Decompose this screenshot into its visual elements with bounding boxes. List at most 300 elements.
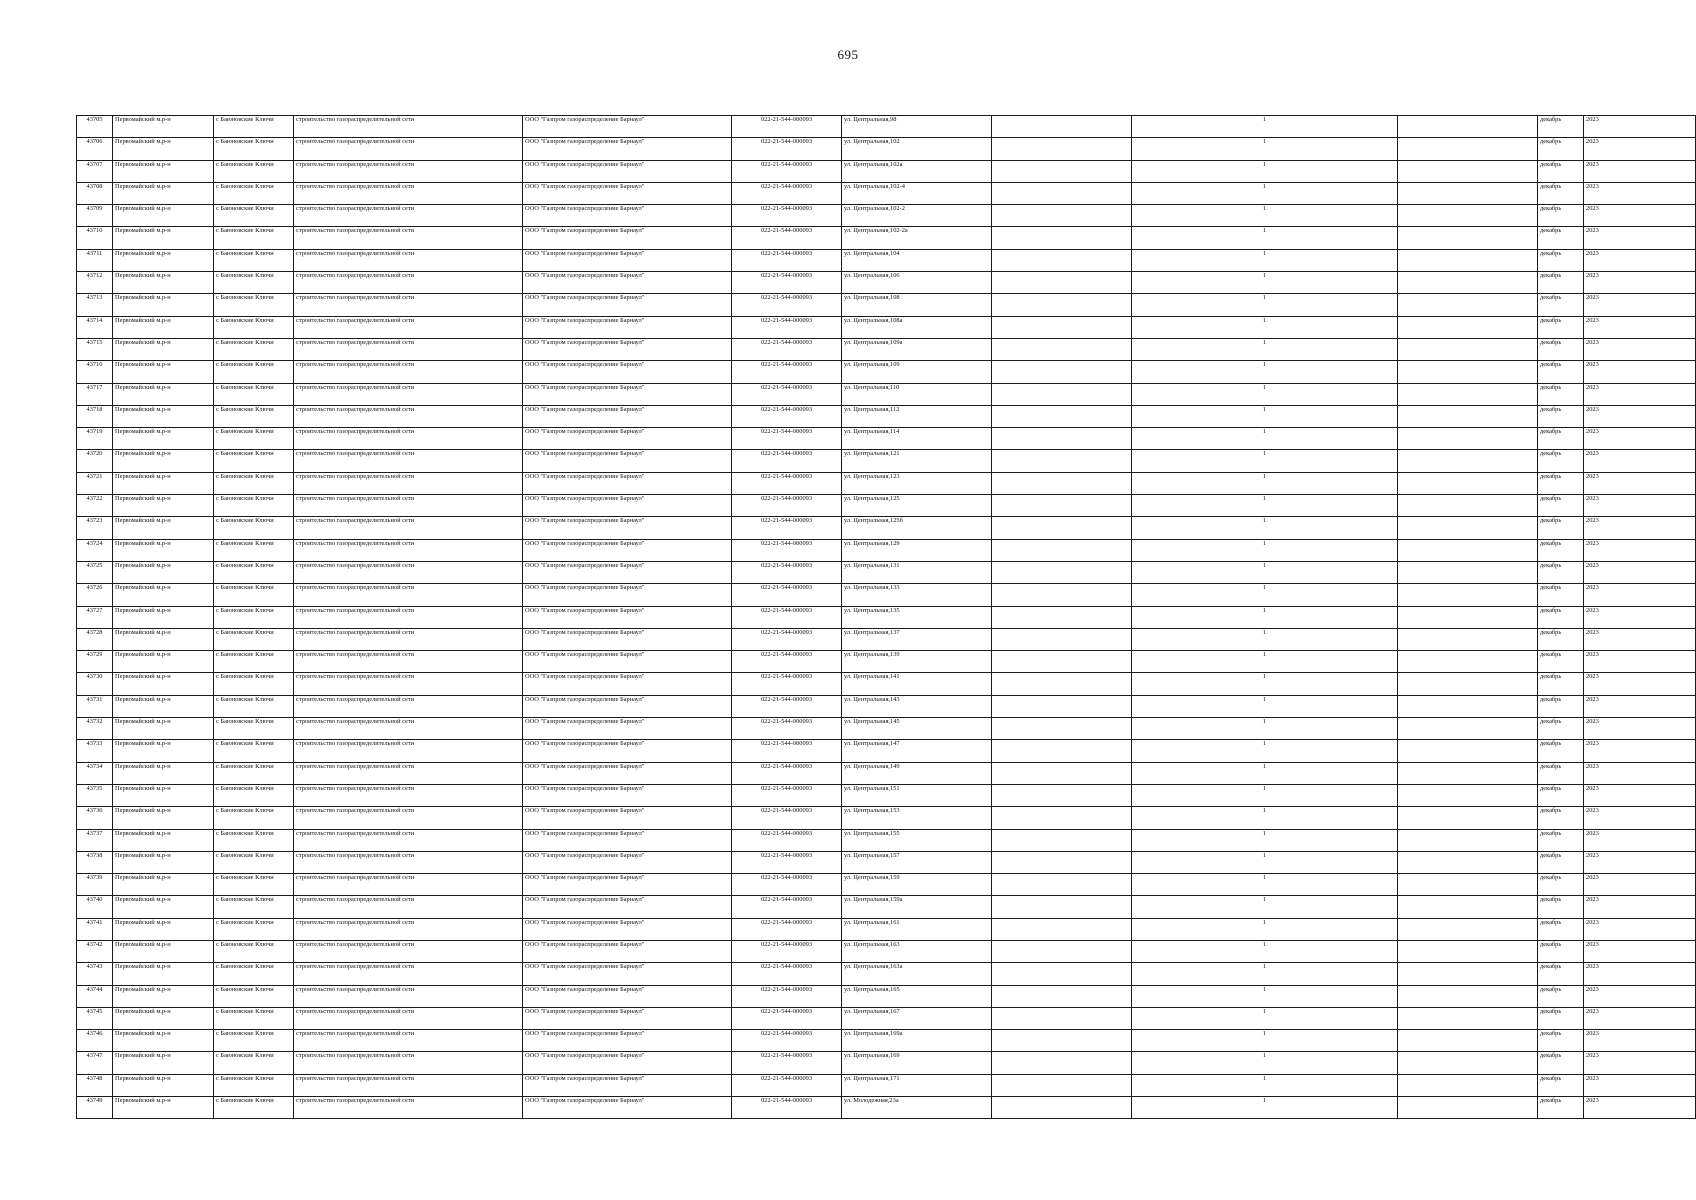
address-cell: ул. Центральная,102-4 <box>842 182 992 204</box>
work-type-cell: строительство газораспределительной сети <box>294 539 523 561</box>
empty-cell <box>1398 116 1538 138</box>
registry-code-cell: 022-21-544-000093 <box>732 695 842 717</box>
address-cell: ул. Центральная,143 <box>842 695 992 717</box>
work-type-cell: строительство газораспределительной сети <box>294 606 523 628</box>
empty-cell <box>1398 829 1538 851</box>
row-id-cell: 43721 <box>77 472 113 494</box>
organization-cell: ООО "Газпром газораспределение Барнаул" <box>523 116 732 138</box>
row-id-cell: 43713 <box>77 294 113 316</box>
quantity-cell: 1 <box>1132 940 1398 962</box>
registry-code-cell: 022-21-544-000093 <box>732 472 842 494</box>
address-cell: ул. Центральная,163а <box>842 963 992 985</box>
row-id-cell: 43748 <box>77 1074 113 1096</box>
district-cell: Первомайский м.р-н <box>113 918 214 940</box>
empty-cell <box>992 1030 1132 1052</box>
year-cell: 2023 <box>1584 874 1696 896</box>
organization-cell: ООО "Газпром газораспределение Барнаул" <box>523 606 732 628</box>
year-cell: 2023 <box>1584 918 1696 940</box>
address-cell: ул. Центральная,163 <box>842 940 992 962</box>
empty-cell <box>992 316 1132 338</box>
work-type-cell: строительство газораспределительной сети <box>294 673 523 695</box>
row-id-cell: 43711 <box>77 249 113 271</box>
work-type-cell: строительство газораспределительной сети <box>294 896 523 918</box>
row-id-cell: 43746 <box>77 1030 113 1052</box>
table-row <box>77 495 1696 517</box>
registry-code-cell: 022-21-544-000093 <box>732 740 842 762</box>
year-cell: 2023 <box>1584 227 1696 249</box>
empty-cell <box>992 651 1132 673</box>
year-cell: 2023 <box>1584 517 1696 539</box>
quantity-cell: 1 <box>1132 1030 1398 1052</box>
row-id-cell: 43729 <box>77 651 113 673</box>
row-id-cell: 43737 <box>77 829 113 851</box>
registry-code-cell: 022-21-544-000093 <box>732 1052 842 1074</box>
locality-cell: с Баюновские Ключи <box>214 361 294 383</box>
empty-cell <box>992 918 1132 940</box>
quantity-cell: 1 <box>1132 249 1398 271</box>
table-row <box>77 1030 1696 1052</box>
month-cell: декабрь <box>1538 695 1584 717</box>
locality-cell: с Баюновские Ключи <box>214 160 294 182</box>
year-cell: 2023 <box>1584 182 1696 204</box>
row-id-cell: 43740 <box>77 896 113 918</box>
quantity-cell: 1 <box>1132 584 1398 606</box>
quantity-cell: 1 <box>1132 1074 1398 1096</box>
empty-cell <box>992 740 1132 762</box>
organization-cell: ООО "Газпром газораспределение Барнаул" <box>523 1007 732 1029</box>
empty-cell <box>992 138 1132 160</box>
table-row <box>77 249 1696 271</box>
year-cell: 2023 <box>1584 1007 1696 1029</box>
empty-cell <box>1398 561 1538 583</box>
table-row <box>77 1007 1696 1029</box>
empty-cell <box>992 561 1132 583</box>
table-row <box>77 963 1696 985</box>
row-id-cell: 43745 <box>77 1007 113 1029</box>
table-row <box>77 695 1696 717</box>
quantity-cell: 1 <box>1132 807 1398 829</box>
month-cell: декабрь <box>1538 227 1584 249</box>
registry-code-cell: 022-21-544-000093 <box>732 673 842 695</box>
year-cell: 2023 <box>1584 383 1696 405</box>
registry-code-cell: 022-21-544-000093 <box>732 584 842 606</box>
address-cell: ул. Центральная,114 <box>842 428 992 450</box>
district-cell: Первомайский м.р-н <box>113 584 214 606</box>
district-cell: Первомайский м.р-н <box>113 361 214 383</box>
registry-code-cell: 022-21-544-000093 <box>732 807 842 829</box>
table-row <box>77 874 1696 896</box>
registry-code-cell: 022-21-544-000093 <box>732 227 842 249</box>
organization-cell: ООО "Газпром газораспределение Барнаул" <box>523 182 732 204</box>
registry-code-cell: 022-21-544-000093 <box>732 405 842 427</box>
quantity-cell: 1 <box>1132 918 1398 940</box>
registry-table <box>76 115 1696 1119</box>
locality-cell: с Баюновские Ключи <box>214 138 294 160</box>
quantity-cell: 1 <box>1132 784 1398 806</box>
row-id-cell: 43731 <box>77 695 113 717</box>
year-cell: 2023 <box>1584 361 1696 383</box>
row-id-cell: 43735 <box>77 784 113 806</box>
month-cell: декабрь <box>1538 874 1584 896</box>
district-cell: Первомайский м.р-н <box>113 472 214 494</box>
empty-cell <box>1398 1097 1538 1119</box>
locality-cell: с Баюновские Ключи <box>214 561 294 583</box>
row-id-cell: 43730 <box>77 673 113 695</box>
address-cell: ул. Центральная,104 <box>842 249 992 271</box>
locality-cell: с Баюновские Ключи <box>214 383 294 405</box>
empty-cell <box>1398 138 1538 160</box>
registry-code-cell: 022-21-544-000093 <box>732 1007 842 1029</box>
empty-cell <box>992 896 1132 918</box>
work-type-cell: строительство газораспределительной сети <box>294 272 523 294</box>
month-cell: декабрь <box>1538 116 1584 138</box>
registry-code-cell: 022-21-544-000093 <box>732 428 842 450</box>
work-type-cell: строительство газораспределительной сети <box>294 338 523 360</box>
district-cell: Первомайский м.р-н <box>113 874 214 896</box>
work-type-cell: строительство газораспределительной сети <box>294 695 523 717</box>
month-cell: декабрь <box>1538 383 1584 405</box>
registry-code-cell: 022-21-544-000093 <box>732 606 842 628</box>
work-type-cell: строительство газораспределительной сети <box>294 450 523 472</box>
address-cell: ул. Центральная,106 <box>842 272 992 294</box>
address-cell: ул. Центральная,141 <box>842 673 992 695</box>
organization-cell: ООО "Газпром газораспределение Барнаул" <box>523 718 732 740</box>
month-cell: декабрь <box>1538 985 1584 1007</box>
year-cell: 2023 <box>1584 472 1696 494</box>
quantity-cell: 1 <box>1132 1052 1398 1074</box>
registry-code-cell: 022-21-544-000093 <box>732 561 842 583</box>
district-cell: Первомайский м.р-н <box>113 294 214 316</box>
quantity-cell: 1 <box>1132 740 1398 762</box>
empty-cell <box>992 272 1132 294</box>
table-row <box>77 606 1696 628</box>
organization-cell: ООО "Газпром газораспределение Барнаул" <box>523 472 732 494</box>
empty-cell <box>992 985 1132 1007</box>
work-type-cell: строительство газораспределительной сети <box>294 762 523 784</box>
address-cell: ул. Центральная,159а <box>842 896 992 918</box>
locality-cell: с Баюновские Ключи <box>214 495 294 517</box>
district-cell: Первомайский м.р-н <box>113 205 214 227</box>
work-type-cell: строительство газораспределительной сети <box>294 428 523 450</box>
locality-cell: с Баюновские Ключи <box>214 539 294 561</box>
month-cell: декабрь <box>1538 807 1584 829</box>
organization-cell: ООО "Газпром газораспределение Барнаул" <box>523 517 732 539</box>
empty-cell <box>992 182 1132 204</box>
empty-cell <box>1398 851 1538 873</box>
table-row <box>77 116 1696 138</box>
locality-cell: с Баюновские Ключи <box>214 606 294 628</box>
locality-cell: с Баюновские Ключи <box>214 1097 294 1119</box>
empty-cell <box>992 428 1132 450</box>
year-cell: 2023 <box>1584 316 1696 338</box>
year-cell: 2023 <box>1584 561 1696 583</box>
registry-code-cell: 022-21-544-000093 <box>732 1097 842 1119</box>
address-cell: ул. Центральная,139 <box>842 651 992 673</box>
organization-cell: ООО "Газпром газораспределение Барнаул" <box>523 896 732 918</box>
empty-cell <box>992 1052 1132 1074</box>
district-cell: Первомайский м.р-н <box>113 182 214 204</box>
empty-cell <box>992 539 1132 561</box>
quantity-cell: 1 <box>1132 428 1398 450</box>
work-type-cell: строительство газораспределительной сети <box>294 561 523 583</box>
empty-cell <box>992 1097 1132 1119</box>
row-id-cell: 43725 <box>77 561 113 583</box>
table-row <box>77 472 1696 494</box>
quantity-cell: 1 <box>1132 383 1398 405</box>
district-cell: Первомайский м.р-н <box>113 539 214 561</box>
district-cell: Первомайский м.р-н <box>113 338 214 360</box>
registry-code-cell: 022-21-544-000093 <box>732 495 842 517</box>
empty-cell <box>992 718 1132 740</box>
row-id-cell: 43749 <box>77 1097 113 1119</box>
table-row <box>77 985 1696 1007</box>
address-cell: ул. Центральная,159 <box>842 874 992 896</box>
table-row <box>77 628 1696 650</box>
empty-cell <box>1398 182 1538 204</box>
year-cell: 2023 <box>1584 205 1696 227</box>
address-cell: ул. Центральная,109а <box>842 338 992 360</box>
year-cell: 2023 <box>1584 628 1696 650</box>
quantity-cell: 1 <box>1132 695 1398 717</box>
locality-cell: с Баюновские Ключи <box>214 851 294 873</box>
year-cell: 2023 <box>1584 1097 1696 1119</box>
organization-cell: ООО "Газпром газораспределение Барнаул" <box>523 963 732 985</box>
year-cell: 2023 <box>1584 428 1696 450</box>
work-type-cell: строительство газораспределительной сети <box>294 294 523 316</box>
district-cell: Первомайский м.р-н <box>113 762 214 784</box>
organization-cell: ООО "Газпром газораспределение Барнаул" <box>523 249 732 271</box>
registry-code-cell: 022-21-544-000093 <box>732 829 842 851</box>
row-id-cell: 43722 <box>77 495 113 517</box>
work-type-cell: строительство газораспределительной сети <box>294 316 523 338</box>
table-row <box>77 718 1696 740</box>
row-id-cell: 43742 <box>77 940 113 962</box>
table-row <box>77 405 1696 427</box>
quantity-cell: 1 <box>1132 718 1398 740</box>
month-cell: декабрь <box>1538 740 1584 762</box>
work-type-cell: строительство газораспределительной сети <box>294 160 523 182</box>
table-row <box>77 138 1696 160</box>
empty-cell <box>1398 940 1538 962</box>
registry-code-cell: 022-21-544-000093 <box>732 762 842 784</box>
row-id-cell: 43743 <box>77 963 113 985</box>
locality-cell: с Баюновские Ключи <box>214 1074 294 1096</box>
organization-cell: ООО "Газпром газораспределение Барнаул" <box>523 874 732 896</box>
row-id-cell: 43709 <box>77 205 113 227</box>
month-cell: декабрь <box>1538 361 1584 383</box>
table-row <box>77 338 1696 360</box>
empty-cell <box>992 628 1132 650</box>
year-cell: 2023 <box>1584 851 1696 873</box>
address-cell: ул. Центральная,157 <box>842 851 992 873</box>
empty-cell <box>992 695 1132 717</box>
organization-cell: ООО "Газпром газораспределение Барнаул" <box>523 495 732 517</box>
district-cell: Первомайский м.р-н <box>113 695 214 717</box>
year-cell: 2023 <box>1584 1030 1696 1052</box>
address-cell: ул. Центральная,165 <box>842 985 992 1007</box>
district-cell: Первомайский м.р-н <box>113 517 214 539</box>
empty-cell <box>1398 896 1538 918</box>
month-cell: декабрь <box>1538 718 1584 740</box>
empty-cell <box>992 784 1132 806</box>
locality-cell: с Баюновские Ключи <box>214 272 294 294</box>
month-cell: декабрь <box>1538 138 1584 160</box>
empty-cell <box>1398 651 1538 673</box>
empty-cell <box>992 116 1132 138</box>
table-row <box>77 272 1696 294</box>
registry-code-cell: 022-21-544-000093 <box>732 918 842 940</box>
row-id-cell: 43705 <box>77 116 113 138</box>
year-cell: 2023 <box>1584 495 1696 517</box>
locality-cell: с Баюновские Ключи <box>214 673 294 695</box>
month-cell: декабрь <box>1538 940 1584 962</box>
organization-cell: ООО "Газпром газораспределение Барнаул" <box>523 428 732 450</box>
empty-cell <box>1398 338 1538 360</box>
empty-cell <box>992 205 1132 227</box>
registry-code-cell: 022-21-544-000093 <box>732 116 842 138</box>
address-cell: ул. Центральная,145 <box>842 718 992 740</box>
work-type-cell: строительство газораспределительной сети <box>294 405 523 427</box>
registry-code-cell: 022-21-544-000093 <box>732 160 842 182</box>
empty-cell <box>992 249 1132 271</box>
empty-cell <box>992 1074 1132 1096</box>
work-type-cell: строительство газораспределительной сети <box>294 1097 523 1119</box>
empty-cell <box>1398 985 1538 1007</box>
work-type-cell: строительство газораспределительной сети <box>294 963 523 985</box>
month-cell: декабрь <box>1538 673 1584 695</box>
month-cell: декабрь <box>1538 1052 1584 1074</box>
month-cell: декабрь <box>1538 896 1584 918</box>
table-row <box>77 784 1696 806</box>
table-row <box>77 561 1696 583</box>
address-cell: ул. Центральная,102-2а <box>842 227 992 249</box>
empty-cell <box>992 762 1132 784</box>
table-row <box>77 762 1696 784</box>
locality-cell: с Баюновские Ключи <box>214 762 294 784</box>
row-id-cell: 43733 <box>77 740 113 762</box>
year-cell: 2023 <box>1584 450 1696 472</box>
month-cell: декабрь <box>1538 160 1584 182</box>
work-type-cell: строительство газораспределительной сети <box>294 182 523 204</box>
month-cell: декабрь <box>1538 1007 1584 1029</box>
year-cell: 2023 <box>1584 896 1696 918</box>
locality-cell: с Баюновские Ключи <box>214 874 294 896</box>
quantity-cell: 1 <box>1132 205 1398 227</box>
empty-cell <box>992 829 1132 851</box>
table-row <box>77 182 1696 204</box>
locality-cell: с Баюновские Ключи <box>214 940 294 962</box>
address-cell: ул. Центральная,149 <box>842 762 992 784</box>
registry-code-cell: 022-21-544-000093 <box>732 249 842 271</box>
address-cell: ул. Центральная,108 <box>842 294 992 316</box>
quantity-cell: 1 <box>1132 851 1398 873</box>
quantity-cell: 1 <box>1132 985 1398 1007</box>
work-type-cell: строительство газораспределительной сети <box>294 807 523 829</box>
locality-cell: с Баюновские Ключи <box>214 695 294 717</box>
year-cell: 2023 <box>1584 985 1696 1007</box>
empty-cell <box>1398 1074 1538 1096</box>
month-cell: декабрь <box>1538 584 1584 606</box>
address-cell: ул. Центральная,155 <box>842 829 992 851</box>
work-type-cell: строительство газораспределительной сети <box>294 1030 523 1052</box>
locality-cell: с Баюновские Ключи <box>214 784 294 806</box>
table-row <box>77 1052 1696 1074</box>
district-cell: Первомайский м.р-н <box>113 1030 214 1052</box>
organization-cell: ООО "Газпром газораспределение Барнаул" <box>523 762 732 784</box>
table-row <box>77 450 1696 472</box>
empty-cell <box>992 851 1132 873</box>
work-type-cell: строительство газораспределительной сети <box>294 495 523 517</box>
row-id-cell: 43744 <box>77 985 113 1007</box>
empty-cell <box>992 1007 1132 1029</box>
organization-cell: ООО "Газпром газораспределение Барнаул" <box>523 673 732 695</box>
empty-cell <box>1398 695 1538 717</box>
quantity-cell: 1 <box>1132 160 1398 182</box>
address-cell: ул. Центральная,153 <box>842 807 992 829</box>
empty-cell <box>1398 517 1538 539</box>
locality-cell: с Баюновские Ключи <box>214 718 294 740</box>
table-row <box>77 740 1696 762</box>
empty-cell <box>1398 294 1538 316</box>
row-id-cell: 43718 <box>77 405 113 427</box>
quantity-cell: 1 <box>1132 338 1398 360</box>
empty-cell <box>1398 160 1538 182</box>
address-cell: ул. Центральная,98 <box>842 116 992 138</box>
month-cell: декабрь <box>1538 918 1584 940</box>
month-cell: декабрь <box>1538 472 1584 494</box>
registry-code-cell: 022-21-544-000093 <box>732 517 842 539</box>
organization-cell: ООО "Газпром газораспределение Барнаул" <box>523 1074 732 1096</box>
locality-cell: с Баюновские Ключи <box>214 517 294 539</box>
row-id-cell: 43747 <box>77 1052 113 1074</box>
address-cell: ул. Центральная,123 <box>842 472 992 494</box>
registry-code-cell: 022-21-544-000093 <box>732 874 842 896</box>
empty-cell <box>1398 428 1538 450</box>
month-cell: декабрь <box>1538 1030 1584 1052</box>
district-cell: Первомайский м.р-н <box>113 428 214 450</box>
quantity-cell: 1 <box>1132 606 1398 628</box>
organization-cell: ООО "Газпром газораспределение Барнаул" <box>523 405 732 427</box>
quantity-cell: 1 <box>1132 450 1398 472</box>
registry-code-cell: 022-21-544-000093 <box>732 963 842 985</box>
locality-cell: с Баюновские Ключи <box>214 918 294 940</box>
table-row <box>77 807 1696 829</box>
organization-cell: ООО "Газпром газораспределение Барнаул" <box>523 1097 732 1119</box>
month-cell: декабрь <box>1538 762 1584 784</box>
locality-cell: с Баюновские Ключи <box>214 450 294 472</box>
empty-cell <box>992 338 1132 360</box>
locality-cell: с Баюновские Ключи <box>214 472 294 494</box>
empty-cell <box>1398 673 1538 695</box>
registry-code-cell: 022-21-544-000093 <box>732 651 842 673</box>
row-id-cell: 43732 <box>77 718 113 740</box>
work-type-cell: строительство газораспределительной сети <box>294 517 523 539</box>
address-cell: ул. Центральная,102-2 <box>842 205 992 227</box>
work-type-cell: строительство газораспределительной сети <box>294 116 523 138</box>
quantity-cell: 1 <box>1132 651 1398 673</box>
row-id-cell: 43707 <box>77 160 113 182</box>
district-cell: Первомайский м.р-н <box>113 807 214 829</box>
work-type-cell: строительство газораспределительной сети <box>294 472 523 494</box>
page-number: 695 <box>837 47 859 62</box>
month-cell: декабрь <box>1538 450 1584 472</box>
row-id-cell: 43723 <box>77 517 113 539</box>
empty-cell <box>992 584 1132 606</box>
address-cell: ул. Центральная,169а <box>842 1030 992 1052</box>
address-cell: ул. Центральная,112 <box>842 405 992 427</box>
year-cell: 2023 <box>1584 160 1696 182</box>
month-cell: декабрь <box>1538 338 1584 360</box>
